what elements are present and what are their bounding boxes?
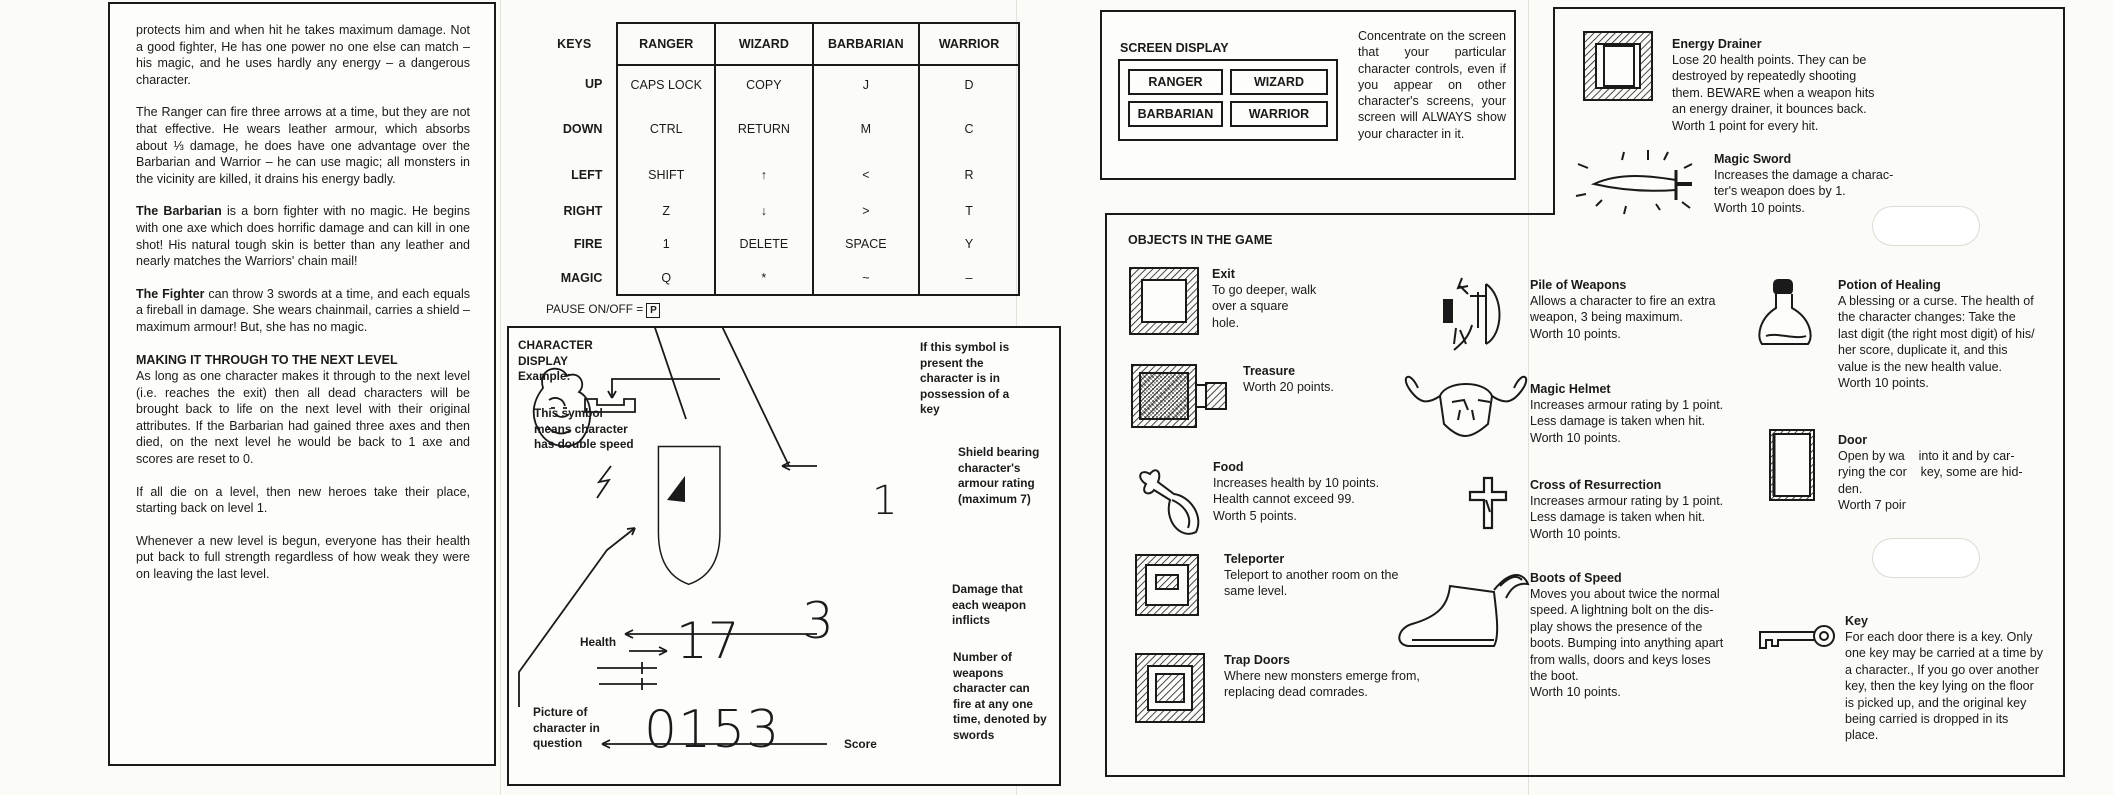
wizard-screen: WIZARD — [1230, 69, 1328, 95]
energy-drainer-icon — [1584, 32, 1652, 100]
energy-drainer-text: Lose 20 health points. They can be destroyed by repeatedly shooting them. BEWARE when a weapon hits an energy drainer, it bounces back. Worth 1 point for every hit. — [1672, 53, 1875, 133]
key-binding-cell: DELETE — [715, 227, 813, 261]
ranger-paragraph: The Ranger can fire three arrows at a time, but they are not that effective. He wears leather armour, which absorbs about ⅓ damage, he does have one advantage over the Barbarian and Warrior – he can use magic; all monsters in the vicinity are killed, it drains his energy badly. — [136, 105, 470, 186]
pile-of-weapons-icon — [1444, 278, 1500, 350]
exit-title: Exit — [1212, 267, 1235, 281]
boots-text: Moves you about twice the normal speed. A lightning bolt on the dis- play shows the presence of the boots. Bumping into anything apart from walls, doors and keys loses the boot. Worth 10 points. — [1530, 587, 1724, 700]
punch-hole — [1872, 538, 1980, 578]
fighter-lead: The Fighter — [136, 286, 205, 301]
barbarian-lead: The Barbarian — [136, 204, 222, 219]
screen-display-title: SCREEN DISPLAY — [1120, 41, 1229, 55]
treasure-text: Worth 20 points. — [1243, 380, 1334, 394]
score-value: 0153 — [644, 700, 781, 760]
food-text: Increases health by 10 points. Health cannot exceed 99. Worth 5 points. — [1213, 476, 1380, 523]
teleporter-text: Teleport to another room on the same level. — [1224, 568, 1399, 599]
door-icon — [1770, 430, 1814, 500]
magic-helmet-icon — [1406, 377, 1526, 436]
key-direction-label: DOWN — [562, 122, 603, 136]
boots-icon — [1399, 575, 1528, 646]
energy-drainer-title: Energy Drainer — [1672, 37, 1762, 51]
key-binding-cell: D — [919, 65, 1019, 103]
shield-label: Shield bearing character's armour rating (maximum 7) — [958, 445, 1040, 506]
new-level-text: Whenever a new level is begun, everyone has their health put back to full strength regardless of how weak they were on leaving the last level. — [136, 533, 470, 582]
wizard-paragraph: protects him and when hit he takes maximum damage. Not a good fighter, He has one power no one else can match – his magic, and he uses hardly any energy – a dangerous character. — [136, 23, 470, 87]
trap-doors-title: Trap Doors — [1224, 653, 1290, 667]
cross-text: Increases armour rating by 1 point. Less damage is taken when hit. Worth 10 points. — [1530, 494, 1724, 541]
key-binding-cell: Q — [617, 261, 715, 295]
magic-sword-icon — [1576, 150, 1692, 214]
treasure-title: Treasure — [1243, 364, 1296, 378]
key-binding-cell: > — [813, 195, 919, 227]
key-direction-label: FIRE — [573, 237, 603, 251]
key-binding-cell: CAPS LOCK — [617, 65, 715, 103]
key-icon — [1760, 626, 1834, 648]
next-level-text: As long as one character makes it through to the next level (i.e. reaches the exit) then all dead characters will be brought back to life on the next level with their original attributes. If the Barbarian had gained three axes and then died, on the next level he would be back to 1 axe and scores are reset to 0. — [136, 369, 470, 467]
health-value: 17 — [676, 612, 740, 670]
pause-key: P — [646, 303, 660, 318]
key-binding-cell: T — [919, 195, 1019, 227]
magic-helmet-text: Increases armour rating by 1 point. Less damage is taken when hit. Worth 10 points. — [1530, 398, 1724, 445]
all-die-text: If all die on a level, then new heroes take their place, starting back on level 1. — [136, 484, 470, 516]
key-direction-label: UP — [585, 77, 603, 91]
exit-text: To go deeper, walk over a square hole. — [1212, 283, 1317, 330]
trap-door-icon — [1136, 654, 1204, 722]
keys-col-header: KEYS — [557, 37, 592, 51]
potion-title: Potion of Healing — [1838, 278, 1941, 292]
cross-title: Cross of Resurrection — [1530, 478, 1662, 492]
trap-doors-text: Where new monsters emerge from, replacing dead comrades. — [1224, 669, 1420, 700]
treasure-icon — [1132, 365, 1226, 427]
key-binding-cell: – — [919, 261, 1019, 295]
teleporter-icon — [1136, 555, 1198, 615]
speed-label: This symbol means character has double speed — [534, 406, 634, 451]
key-direction-label: RIGHT — [563, 204, 603, 218]
key-title: Key — [1845, 614, 1868, 628]
exit-icon — [1130, 268, 1198, 334]
boots-title: Boots of Speed — [1530, 571, 1622, 585]
key-binding-cell: M — [813, 103, 919, 155]
key-binding-cell: Z — [617, 195, 715, 227]
score-label: Score — [844, 737, 877, 751]
teleporter-title: Teleporter — [1224, 552, 1285, 566]
key-binding-cell: ↓ — [715, 195, 813, 227]
pile-of-weapons-title: Pile of Weapons — [1530, 278, 1627, 292]
door-title: Door — [1838, 433, 1868, 447]
key-binding-cell: 1 — [617, 227, 715, 261]
warrior-screen: WARRIOR — [1230, 101, 1328, 127]
fighter-text: can throw 3 swords at a time, and each equals a fireball in damage. She wears chainmail, carries a shield – maximum armour! But, she has no magic. — [136, 286, 470, 334]
punch-hole — [1872, 206, 1980, 246]
ranger-col-header: RANGER — [617, 23, 715, 65]
health-label: Health — [580, 635, 617, 649]
key-binding-cell: RETURN — [715, 103, 813, 155]
damage-label: Damage that each weapon inflicts — [952, 582, 1027, 627]
weapons-label: Number of weapons character can fire at any one time, denoted by swords — [953, 650, 1047, 742]
key-binding-cell: ~ — [813, 261, 919, 295]
objects-title: OBJECTS IN THE GAME — [1128, 233, 1273, 247]
food-icon — [1140, 470, 1198, 534]
key-binding-cell: * — [715, 261, 813, 295]
pile-of-weapons-text: Allows a character to fire an extra weapon, 3 being maximum. Worth 10 points. — [1530, 294, 1716, 341]
key-label: If this symbol is present the character is in possession of a key — [920, 340, 1010, 416]
next-level-heading-text: MAKING IT THROUGH TO THE NEXT LEVEL — [136, 352, 398, 367]
screen-display-text: Concentrate on the screen that your particular character controls, even if you appear on other character's screens, your screen will ALWAYS show your character in it. — [1358, 29, 1506, 141]
barbarian-col-header: BARBARIAN — [813, 23, 919, 65]
magic-sword-text: Increases the damage a charac- ter's weapon does by 1. Worth 10 points. — [1714, 168, 1894, 215]
food-title: Food — [1213, 460, 1244, 474]
shield-value: 1 — [872, 478, 898, 524]
key-binding-cell: J — [813, 65, 919, 103]
key-binding-cell: ↑ — [715, 155, 813, 195]
magic-helmet-title: Magic Helmet — [1530, 382, 1611, 396]
damage-value: 3 — [802, 592, 834, 650]
pause-text: PAUSE ON/OFF = — [546, 302, 647, 316]
barbarian-screen: BARBARIAN — [1128, 101, 1223, 127]
key-binding-cell: < — [813, 155, 919, 195]
key-binding-cell: R — [919, 155, 1019, 195]
barbarian-text: is a born fighter with no magic. He begins with one axe which does horrific damage and can kill in one shot! His natural tough skin is better than any leather and nearly matches the Warriors' chain mail! — [136, 204, 470, 269]
key-binding-cell: Y — [919, 227, 1019, 261]
key-binding-cell: SHIFT — [617, 155, 715, 195]
potion-text: A blessing or a curse. The health of the character changes: Take the last digit (the right most digit) of his/ her score, duplicate it, and this value is the new health value. Worth 10 points. — [1838, 294, 2035, 391]
key-binding-cell: C — [919, 103, 1019, 155]
magic-sword-title: Magic Sword — [1714, 152, 1792, 166]
warrior-col-header: WARRIOR — [919, 23, 1019, 65]
potion-icon — [1759, 280, 1810, 344]
door-text: Open by wa into it and by car- rying the cor key, some are hid- den. Worth 7 poir — [1838, 449, 2023, 513]
key-text: For each door there is a key. Only one key may be carried at a time by a character., If you go over another key, then the key lying on the floor is picked up, and the original key being carried is dropped in its place. — [1845, 630, 2044, 743]
wizard-col-header: WIZARD — [715, 23, 813, 65]
key-binding-cell: CTRL — [617, 103, 715, 155]
ranger-screen: RANGER — [1128, 69, 1223, 95]
key-binding-cell: COPY — [715, 65, 813, 103]
picture-label: Picture of character in question — [533, 705, 600, 750]
cross-icon — [1470, 478, 1506, 528]
character-display-title: CHARACTER DISPLAY Example: — [518, 338, 593, 383]
key-binding-cell: SPACE — [813, 227, 919, 261]
key-direction-label: LEFT — [571, 168, 603, 182]
key-direction-label: MAGIC — [560, 271, 603, 285]
